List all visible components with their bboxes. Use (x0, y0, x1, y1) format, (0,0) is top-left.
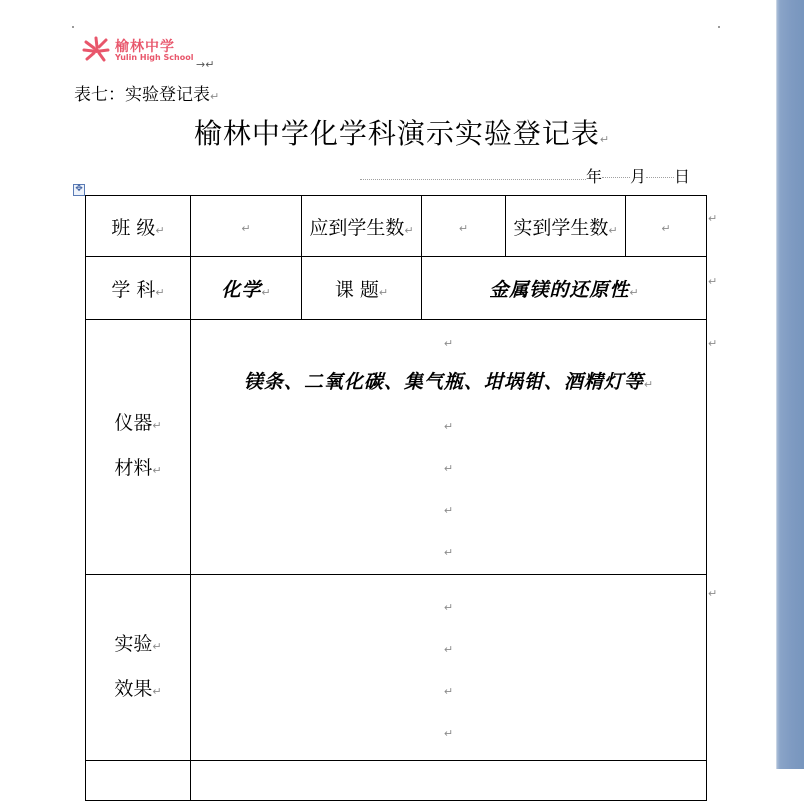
topic-value-cell[interactable]: 金属镁的还原性↵ (422, 257, 707, 320)
class-value-cell[interactable]: ↵ (191, 196, 302, 257)
logo-name-en: Yulin High School (115, 53, 194, 62)
actual-students-value-cell[interactable]: ↵ (626, 196, 707, 257)
effect-label-cell: 实验↵ 效果↵ (86, 575, 191, 761)
subject-value-cell[interactable]: 化学↵ (191, 257, 302, 320)
row-end-mark: ↵ (708, 212, 718, 225)
effect-value-cell[interactable]: ↵ ↵ ↵ ↵ (191, 575, 707, 761)
table-row (86, 320, 707, 575)
expected-students-label-cell: 应到学生数↵ (302, 196, 422, 257)
registration-table (85, 195, 707, 801)
table-caption: 表七：实验登记表↵ (74, 85, 220, 105)
school-logo (80, 34, 200, 66)
table-row (86, 575, 707, 761)
equipment-label-cell: 仪器↵ 材料↵ (86, 320, 191, 575)
empty-cell[interactable] (191, 761, 707, 801)
school-logo-icon (80, 34, 112, 64)
date-month: 月 (630, 167, 647, 186)
table-row (86, 761, 707, 801)
table-move-handle[interactable]: ✥ (73, 184, 85, 196)
row-end-mark: ↵ (708, 337, 718, 350)
document-title: 榆林中学化学科演示实验登记表↵ (193, 117, 611, 150)
actual-students-label-cell: 实到学生数↵ (506, 196, 626, 257)
date-line (360, 164, 720, 187)
expected-students-value-cell[interactable]: ↵ (422, 196, 506, 257)
logo-name-cn: 榆林中学 (115, 39, 175, 55)
class-label-cell: 班 级↵ (86, 196, 191, 257)
empty-cell (86, 761, 191, 801)
page-corner-mark (718, 26, 720, 28)
date-year: 年 (586, 167, 603, 186)
topic-label-cell: 课 题↵ (302, 257, 422, 320)
tab-formatting-mark: →↵ (196, 58, 215, 71)
row-end-mark: ↵ (708, 587, 718, 600)
row-end-mark: ↵ (708, 275, 718, 288)
date-day: 日 (674, 167, 691, 186)
subject-label-cell: 学 科↵ (86, 257, 191, 320)
table-row (86, 257, 707, 320)
page-corner-mark (72, 26, 74, 28)
equipment-value-cell[interactable]: ↵ 镁条、二氧化碳、集气瓶、坩埚钳、酒精灯等↵ ↵ ↵ ↵ ↵ (191, 320, 707, 575)
table-row (86, 196, 707, 257)
